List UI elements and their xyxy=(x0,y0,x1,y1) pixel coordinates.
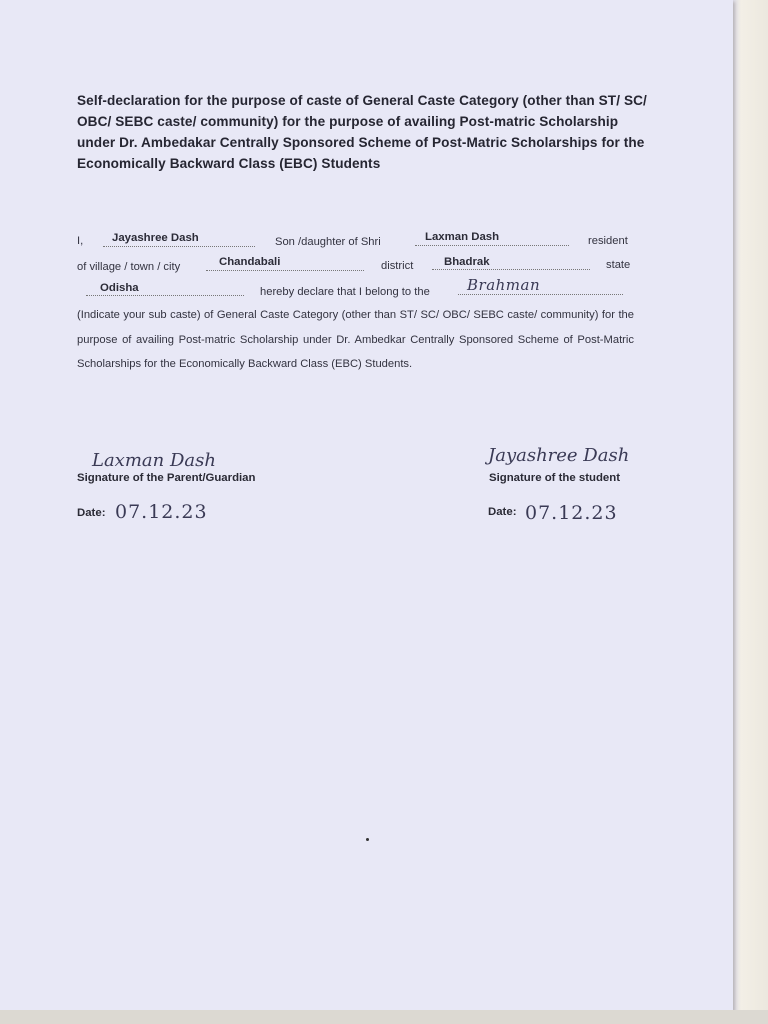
parent-date-handwritten: 07.12.23 xyxy=(115,501,208,523)
prefix-label: I, xyxy=(77,235,84,247)
scan-bottom-edge xyxy=(0,1010,768,1024)
student-date-label: Date: xyxy=(488,506,517,518)
state-label: state xyxy=(606,259,631,271)
village-value: Chandabali xyxy=(219,256,281,268)
state-value: Odisha xyxy=(100,282,139,294)
parent-name-dotted-line xyxy=(415,245,569,246)
sub-caste-dotted-line xyxy=(458,294,623,295)
district-label: district xyxy=(381,260,414,272)
district-value: Bhadrak xyxy=(444,256,490,268)
sub-caste-handwritten: Brahman xyxy=(467,276,541,294)
ink-speck xyxy=(366,838,369,841)
village-dotted-line xyxy=(206,270,364,271)
relation-label: Son /daughter of Shri xyxy=(275,236,381,248)
parent-date-label: Date: xyxy=(77,507,106,519)
parent-name-value: Laxman Dash xyxy=(425,231,500,243)
student-signature-handwritten: Jayashree Dash xyxy=(488,445,630,466)
student-name-value: Jayashree Dash xyxy=(112,232,199,244)
state-dotted-line xyxy=(86,295,244,296)
district-dotted-line xyxy=(432,269,590,270)
parent-signature-label: Signature of the Parent/Guardian xyxy=(77,472,256,484)
declare-label: hereby declare that I belong to the xyxy=(260,286,430,298)
student-name-dotted-line xyxy=(103,246,255,247)
declaration-paragraph: (Indicate your sub caste) of General Caste Category (other than ST/ SC/ OBC/ SEBC caste/ community) for the purpose of availing Post-matric Scholarship under Dr. Ambedkar Centrally Sponsored Scheme of Post-Matric Scholarships for the Economically Backward Class (EBC) Students. xyxy=(77,309,634,370)
student-signature-label: Signature of the student xyxy=(489,472,620,484)
document-heading: Self-declaration for the purpose of caste of General Caste Category (other than ST/ SC/ OBC/ SEBC caste/ community) for the purpose of availing Post-matric Scholarship under Dr. Ambedakar Centrally Sponsored Scheme of Post-Matric Scholarships for the Economically Backward Class (EBC) Students xyxy=(77,93,647,171)
parent-signature-handwritten: Laxman Dash xyxy=(92,450,216,471)
village-label: of village / town / city xyxy=(77,261,181,273)
student-date-handwritten: 07.12.23 xyxy=(525,502,618,524)
resident-label: resident xyxy=(588,235,628,247)
